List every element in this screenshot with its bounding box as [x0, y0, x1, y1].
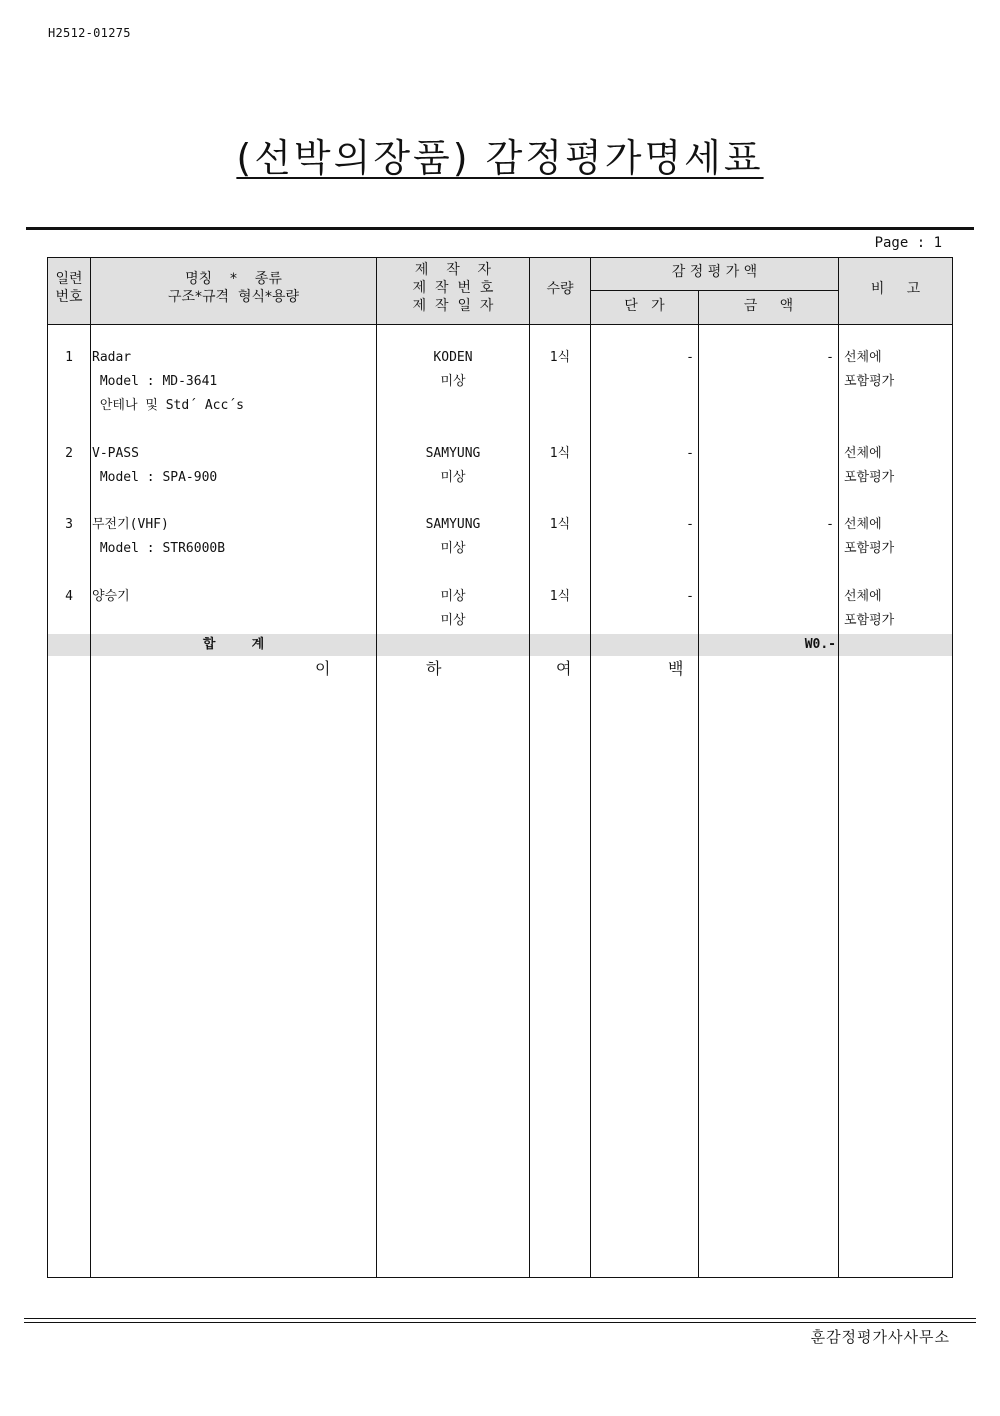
col-divider: [376, 257, 377, 1277]
maker-line: KODEN: [433, 350, 473, 365]
unit-price: -: [686, 446, 694, 461]
item-name-line: Model : STR6000B: [92, 541, 226, 556]
remarks-line: 포함평가: [844, 374, 895, 389]
row-number: 3: [65, 517, 73, 532]
remarks-line: 포함평가: [844, 541, 895, 556]
item-name-line: Radar: [92, 350, 132, 365]
remarks-line: 포함평가: [844, 470, 895, 485]
table-border-bottom: [47, 1277, 953, 1278]
item-name-line: Model : SPA-900: [92, 470, 218, 485]
header-remarks: 비 고: [870, 281, 921, 297]
table-border-right: [952, 257, 953, 1277]
col-divider: [698, 291, 699, 1277]
document-id: H2512-01275: [48, 26, 131, 40]
col-divider: [529, 257, 530, 1277]
row-number: 4: [65, 589, 73, 604]
row-number: 1: [65, 350, 73, 365]
maker-line: 미상: [440, 470, 466, 485]
maker-line: 미상: [440, 589, 466, 604]
page-title: [0, 134, 1000, 182]
maker-line: 미상: [440, 374, 466, 389]
total-amount: W0.-: [804, 637, 836, 652]
quantity: 1식: [549, 517, 571, 532]
amount: -: [826, 517, 834, 532]
header-unit-price: 단 가: [624, 298, 665, 314]
table-border-left: [47, 257, 48, 1277]
blank-mark: 여: [556, 659, 572, 678]
unit-price: -: [686, 350, 694, 365]
item-name-line: 무전기(VHF): [92, 517, 169, 532]
maker-line: 미상: [440, 613, 466, 628]
item-name-line: Model : MD-3641: [92, 374, 218, 389]
table-border-top: [47, 257, 953, 258]
col-divider: [90, 257, 91, 1277]
remarks-line: 선체에: [844, 350, 882, 365]
quantity: 1식: [549, 446, 571, 461]
header-amount: 금 액: [743, 298, 794, 314]
appraisal-subheader-line: [590, 290, 838, 291]
unit-price: -: [686, 517, 694, 532]
col-divider: [838, 257, 839, 1277]
quantity: 1식: [549, 589, 571, 604]
remarks-line: 선체에: [844, 589, 882, 604]
unit-price: -: [686, 589, 694, 604]
header-maker: 제 작 자 제 작 번 호 제 작 일 자: [412, 262, 494, 314]
title-text: (선박의장품) 감정평가명세표: [236, 136, 764, 180]
footer-office-name: 훈감정평가사사무소: [810, 1328, 950, 1346]
remarks-line: 선체에: [844, 517, 882, 532]
header-bottom-line: [47, 324, 953, 325]
maker-line: 미상: [440, 541, 466, 556]
footer-rule: [24, 1322, 976, 1323]
remarks-line: 포함평가: [844, 613, 895, 628]
row-number: 2: [65, 446, 73, 461]
blank-mark: 백: [668, 659, 684, 678]
item-name-line: V-PASS: [92, 446, 139, 461]
maker-line: SAMYUNG: [425, 517, 481, 532]
maker-line: SAMYUNG: [425, 446, 481, 461]
item-name-line: 양승기: [92, 589, 130, 604]
top-rule: [26, 227, 974, 230]
blank-mark: 하: [426, 659, 442, 678]
header-qty: 수량: [546, 281, 574, 297]
remarks-line: 선체에: [844, 446, 882, 461]
header-appraisal: 감 정 평 가 액: [671, 264, 758, 280]
col-divider: [590, 257, 591, 1277]
item-name-line: 안테나 및 Std´ Acc´s: [92, 398, 244, 413]
page-number: Page : 1: [874, 235, 942, 251]
total-label: 합 계: [202, 637, 265, 652]
blank-mark: 이: [315, 659, 331, 678]
quantity: 1식: [549, 350, 571, 365]
header-name: 명칭 * 종류 구조*규격 형식*용량: [167, 271, 300, 305]
footer-rule: [24, 1318, 976, 1319]
amount: -: [826, 350, 834, 365]
header-serial: 일련 번호: [55, 271, 83, 305]
